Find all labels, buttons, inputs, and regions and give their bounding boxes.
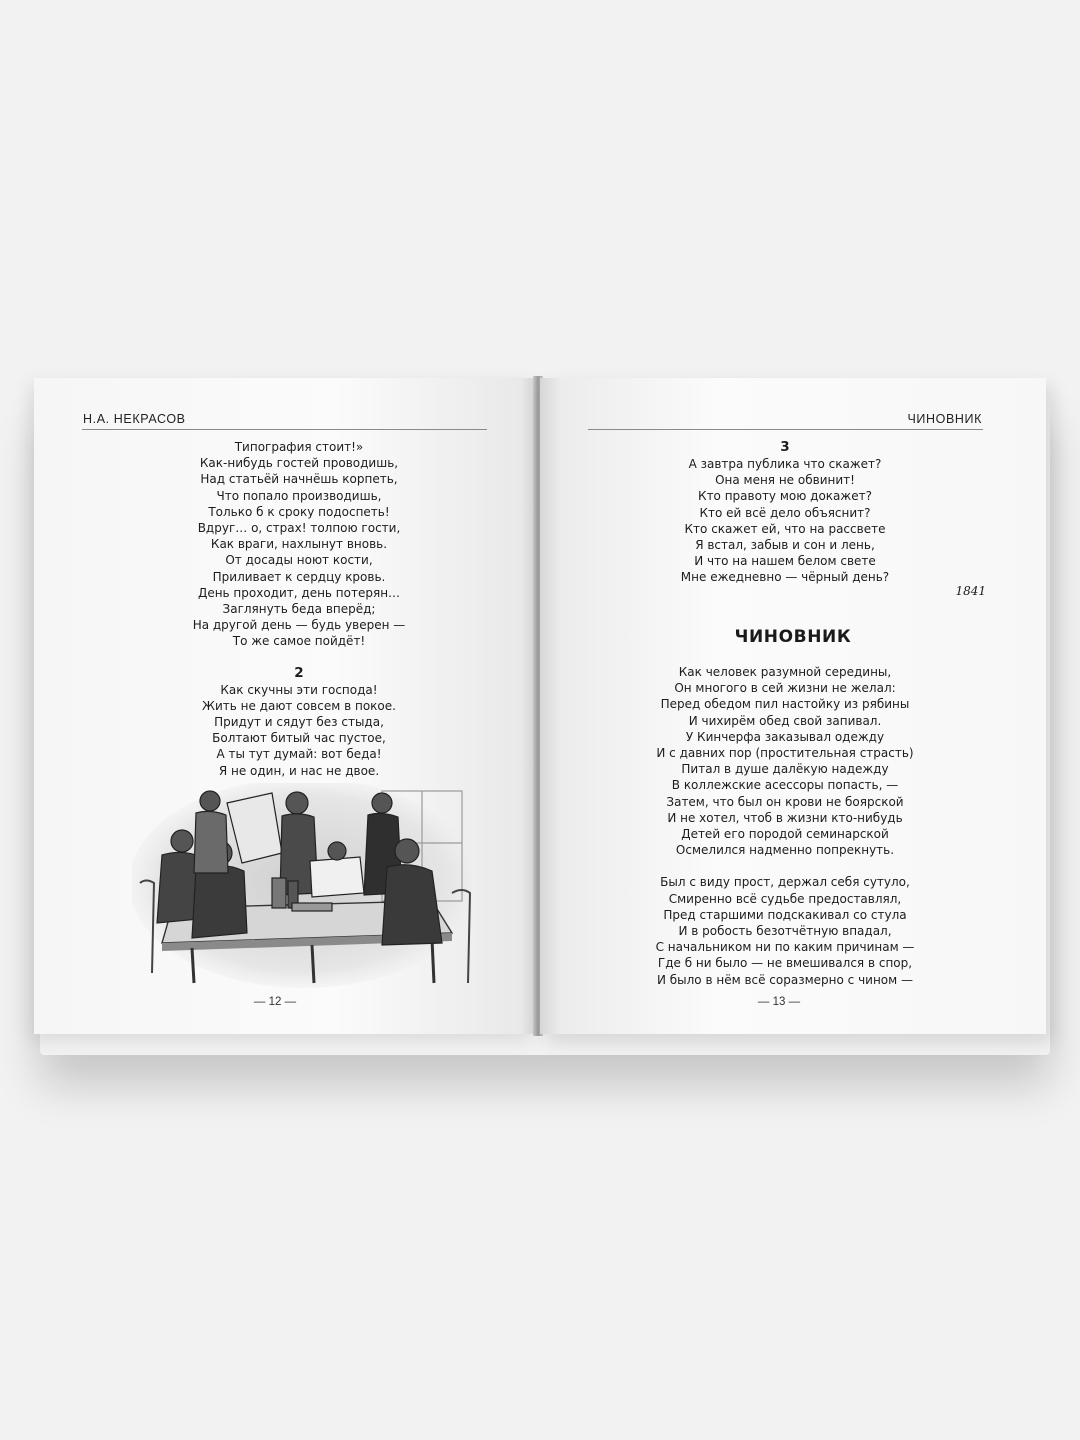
poem-line: Что попало производишь, [216, 488, 382, 503]
poem-line: Заглянуть беда вперёд; [222, 602, 376, 617]
poem-line: Я не один, и нас не двое. [218, 763, 380, 778]
poem-line: От досады ноют кости, [225, 553, 373, 568]
poem-line: С начальником ни по каким причинам — [655, 940, 915, 955]
poem-line: То же самое пойдёт! [232, 634, 366, 649]
poem-line: Кто ей всё дело объяснит? [699, 505, 871, 520]
poem-line: Она меня не обвинит! [715, 473, 855, 488]
poem-line: Он многого в сей жизни не желал: [674, 681, 896, 696]
poem-line: У Кинчерфа заказывал одежду [685, 729, 885, 744]
poem-line: День проходит, день потерян… [197, 585, 401, 600]
poem-line: Как враги, нахлынут вновь. [210, 537, 388, 552]
stanza-gap [620, 858, 950, 874]
poem-line: Осмелился надменно попрекнуть. [675, 843, 895, 858]
poem-line: Как-нибудь гостей проводишь, [199, 456, 399, 471]
poem-line: Питал в душе далёкую надежду [681, 762, 889, 777]
poem-line: Придут и сядут без стыда, [214, 715, 384, 730]
poem-line: А завтра публика что скажет? [688, 457, 882, 471]
header-rule [82, 429, 487, 430]
poem-line: А ты тут думай: вот беда! [216, 747, 382, 762]
page-number: — 13 — [757, 996, 801, 1008]
poem-line: Где б ни было — не вмешивался в спор, [657, 956, 913, 971]
poem-line: И не хотел, чтоб в жизни кто-нибудь [667, 810, 903, 825]
section-number: 2 [294, 664, 304, 681]
poem-line: Смиренно всё судьбе предоставлял, [668, 891, 902, 906]
stanza-2 [620, 874, 950, 987]
poem-line: И чихирём обед свой запивал. [688, 713, 882, 728]
poem-date: 1841 [955, 584, 986, 598]
poem-line: И было в нём всё соразмерно с чином — [656, 972, 914, 987]
poem-line: Жить не дают совсем в покое. [202, 698, 396, 713]
poem-line: И что на нашем белом свете [694, 554, 876, 569]
stanza-1 [620, 664, 950, 858]
right-page [540, 378, 1046, 1034]
poem-line: И с давних пор (простительная страсть) [656, 746, 914, 761]
poem-line: И в робость безотчётную впадал, [678, 924, 892, 939]
poem-text-left [134, 439, 464, 779]
poem-line: Пред старшими подскакивал со стула [663, 907, 907, 922]
stanza-continuation [134, 439, 464, 650]
poem-text-right-bottom [620, 664, 950, 988]
running-head-title: ЧИНОВНИК [907, 412, 982, 426]
poem-line: Вдруг… о, страх! толпою гости, [197, 521, 401, 536]
poem-line: Типография стоит!» [234, 440, 364, 454]
stanza-3 [620, 456, 950, 586]
stanza-gap [134, 650, 464, 664]
poem-line: Был с виду прост, держал себя сутуло, [660, 875, 910, 890]
poem-line: Как скучны эти господа! [220, 682, 378, 697]
section-number: 3 [780, 439, 790, 455]
poem-line: Кто скажет ей, что на рассвете [684, 521, 886, 536]
page-number: — 12 — [253, 996, 297, 1008]
poem-line: В коллежские асессоры попасть, — [671, 778, 899, 793]
poem-line: На другой день — будь уверен — [192, 618, 406, 633]
poem-line: Над статьёй начнёшь корпеть, [200, 472, 398, 487]
poem-line: Болтают битый час пустое, [212, 731, 386, 746]
poem-line: Только б к сроку подоспеть! [208, 504, 390, 519]
poem-line: Перед обедом пил настойку из рябины [660, 697, 910, 712]
poem-text-right-top [620, 438, 950, 586]
poem-line: Как человек разумной середины, [678, 665, 892, 679]
running-head-author: Н.А. НЕКРАСОВ [83, 412, 186, 426]
poem-title: ЧИНОВНИК [734, 627, 852, 647]
poem-line: Кто правоту мою докажет? [698, 489, 872, 504]
engraving-men-at-table-icon [132, 783, 477, 988]
poem-line: Приливает к сердцу кровь. [212, 569, 386, 584]
poem-line: Мне ежедневно — чёрный день? [680, 570, 890, 585]
poem-line: Затем, что был он крови не боярской [666, 794, 904, 809]
poem-line: Я встал, забыв и сон и лень, [695, 538, 875, 553]
stanza-2 [134, 682, 464, 779]
left-page [34, 378, 536, 1034]
header-rule [588, 429, 983, 430]
poem-line: Детей его породой семинарской [681, 827, 889, 842]
